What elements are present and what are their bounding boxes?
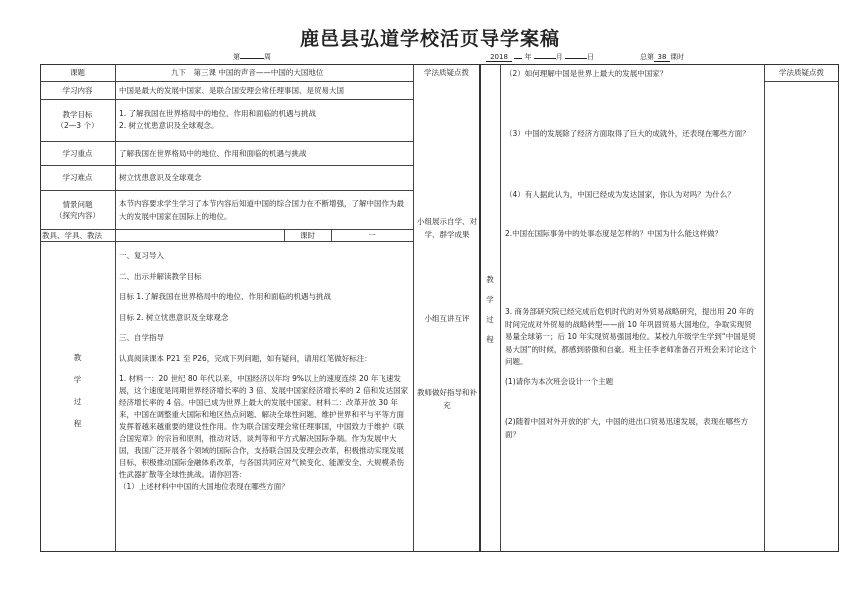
label-topic: 课题 [70, 68, 85, 77]
right-question: (2)随着中国对外开放的扩大，中国的进出口贸易迅速发展，表现在哪些方面？ [505, 417, 749, 439]
label-key: 学习重点 [62, 148, 93, 158]
week-field: 第 周 [233, 53, 271, 61]
label-goals: 教学目标 （2—3 个） [56, 110, 99, 130]
process-line: 目标 2. 树立忧患意识及全球观念 [119, 312, 229, 322]
label-content: 学习内容 [62, 85, 93, 95]
label-scenario: 情景问题 （探究内容） [55, 199, 100, 220]
right-question: 3. 商务部研究院已经完成后危机时代的对外贸易战略研究，提出用 20 年的时间完成对外贸易的战略转型——前 10 年巩固贸易大国地位，争取实现贸易量全球第一；后 10 年实现贸易强国地位。某校九年级学生学到“中国是贸易大国”的时候，都感到骄傲和自豪。班主任李老师准备召开班会来讨论这个问题。 [505, 307, 757, 366]
content-value: 中国是最大的发展中国家、是联合国安理会常任理事国、是贸易大国 [119, 85, 344, 95]
process-line: 目标 1.了解我国在世界格局中的地位、作用和面临的机遇与挑战 [119, 292, 332, 301]
goal-item: 2. 树立忧患意识及全球观念。 [119, 121, 219, 130]
key-value: 了解我国在世界格局中的地位、作用和面临的机遇与挑战 [119, 148, 307, 158]
process-line: （1）上述材料中中国的大国地位表现在哪些方面？ [119, 482, 289, 491]
notes-step-1: 小组展示自学、对学、群学成果 [417, 217, 477, 239]
month-blank[interactable] [534, 58, 556, 59]
process-line: 三、自学指导 [119, 333, 164, 342]
period-value: 一 [368, 230, 376, 240]
process-line: 二、出示并解读教学目标 [119, 271, 202, 281]
difficulty-value: 树立忧患意识及全球观念 [119, 173, 202, 182]
goals-list [119, 108, 409, 132]
notes-step-3: 教师做好指导和补充 [417, 388, 477, 410]
year-value: 2018 [486, 53, 512, 62]
total-lesson-number: 38 [654, 53, 670, 62]
right-question: （4）有人据此认为，中国已经成为发达国家，你认为对吗？为什么？ [505, 190, 735, 199]
process-line: 认真阅读课本 P21 至 P26，完成下列问题，如有疑问，请用红笔做好标注： [119, 353, 372, 363]
goal-item: 1. 了解我国在世界格局中的地位、作用和面临的机遇与挑战 [119, 109, 317, 118]
right-question: （3）中国的发展除了经济方面取得了巨大的成就外，还表现在哪些方面？ [505, 129, 750, 138]
label-period: 课时 [300, 230, 315, 240]
label-tools: 教具、学具、教法 [42, 230, 102, 240]
right-question: （2）如何理解中国是世界上最大的发展中国家？ [505, 69, 668, 78]
right-notes-header: 学法质疑点拨 [779, 68, 824, 77]
process-content [119, 244, 409, 494]
week-blank[interactable] [240, 58, 264, 59]
scenario-value: 本节内容要求学生学习了本节内容后知道中国的综合国力在不断增强，了解中国作为最大的发展中国家在国际上的地位。 [119, 198, 404, 221]
label-process: 教 学 过 程 [73, 352, 82, 428]
notes-step-2: 小组互讲互评 [424, 313, 470, 323]
day-blank[interactable] [565, 58, 587, 59]
process-line: 一、复习导入 [119, 251, 164, 260]
process-line: 1. 材料一：20 世纪 80 年代以来，中国经济以年均 9%以上的速度连续 20 年飞速发展，这个速度是同期世界经济增长率的 3 倍、发展中国家经济增长率的 2 倍和发达国家经济增长率的 4 倍。中国已成为世界上最大的发展中国家。材料二：改革开放 30 年来，中国在调整重大国际和地区热点问题、解决全球性问题、维护世界和平与平等方面发挥着越来越重要的建设性作用。作为联合国安理会常任理事国，中国致力于维护《联合国宪章》的宗旨和原则，推动对话、谈判等和平方式解决国际争端。作为发展中大国，我国广泛开展各个领域的国际合作，支持联合国及安理会改革，积极推动实现发展目标，积极推动国际金融体系改革，与各国共同应对气候变化、能源安全、大规模杀伤性武器扩散等全球性挑战。请你回答： [119, 374, 409, 479]
right-process-label: 教 学 过 程 [486, 275, 494, 344]
label-difficulty: 学习难点 [62, 173, 93, 182]
right-question: (1)请你为本次班会设计一个主题 [505, 377, 614, 386]
right-question: 2.中国在国际事务中的处事态度是怎样的？中国为什么能这样做？ [505, 229, 723, 238]
topic-value: 九下 第三课 中国的声音——中国的大国地位 [171, 68, 324, 77]
date-field: 2018 年 月 日 [486, 52, 594, 62]
total-lesson-field: 总第 38 课时 [640, 53, 684, 61]
left-notes-header: 学法质疑点拨 [424, 68, 469, 77]
document-title: 鹿邑县弘道学校活页导学案稿 [299, 28, 560, 50]
